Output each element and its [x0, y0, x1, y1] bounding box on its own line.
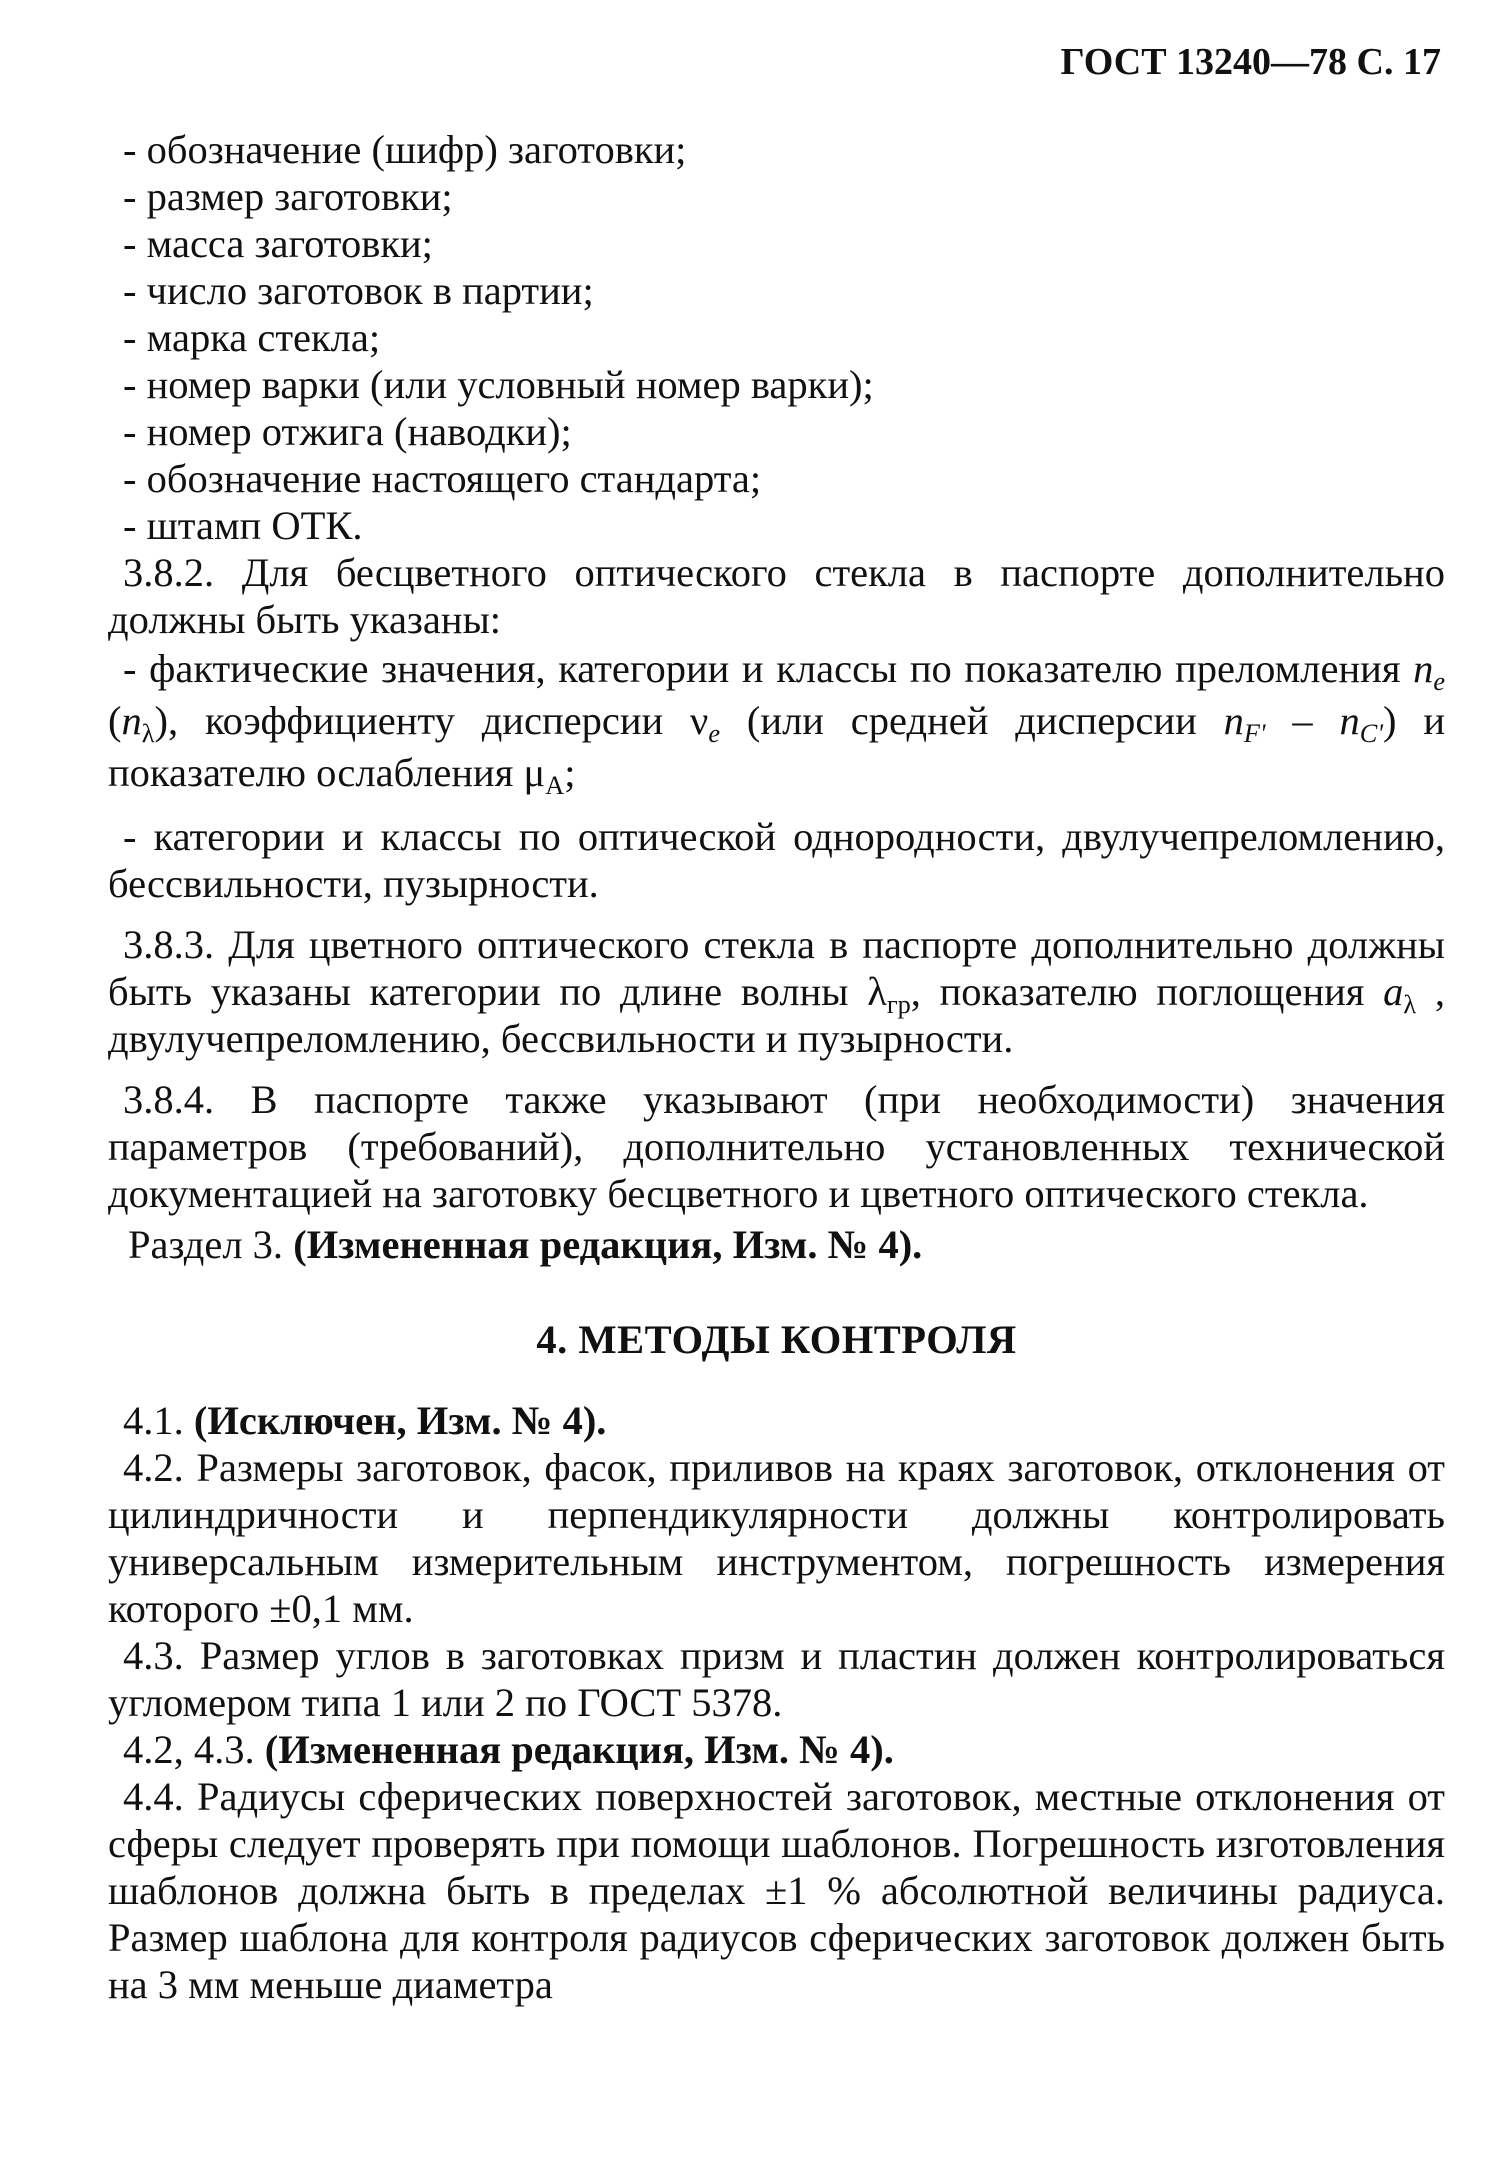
section-3-amendment-note: Раздел 3. (Измененная редакция, Изм. № 4).	[128, 1222, 923, 1267]
passport-list	[108, 126, 1445, 549]
paragraph-3-8-2-item-1: - фактические значения, категории и классы по показателю преломления $n_e$ $(n_\lambda)$, коэффициенту дисперсии $\nu_e$ (или средней дисперсии $n_{F'} - n_{C'}$) и показателю ослабления $\mu_A$;	[108, 646, 1445, 800]
list-item: - обозначение настоящего стандарта;	[123, 456, 762, 501]
list-item: - масса заготовки;	[123, 221, 433, 266]
list-item: - номер отжига (наводки);	[123, 409, 572, 454]
list-item: - марка стекла;	[123, 315, 381, 360]
list-item: - номер варки (или условный номер варки);	[123, 362, 874, 407]
paragraph-4-4: 4.4. Радиусы сферических поверхностей заготовок, местные отклонения от сферы следует проверять при помощи шаблонов. Погрешность изготовления шаблонов должна быть в пределах ±1 % абсолютной величины радиуса. Размер шаблона для контроля радиусов сферических заготовок должен быть на 3 мм меньше диаметра	[108, 1774, 1445, 2007]
paragraph-4-2-4-3-amendment: 4.2, 4.3. (Измененная редакция, Изм. № 4).	[123, 1727, 894, 1772]
page-header: ГОСТ 13240—78 С. 17	[1060, 41, 1441, 83]
paragraph-3-8-2-intro: 3.8.2. Для бесцветного оптического стекла в паспорте дополнительно должны быть указаны:	[108, 550, 1445, 642]
section-4-title: 4. МЕТОДЫ КОНТРОЛЯ	[536, 1317, 1017, 1362]
paragraph-4-2: 4.2. Размеры заготовок, фасок, приливов на краях заготовок, отклонения от цилиндричности и перпендикулярности должны контролировать универсальным измерительным инструментом, погрешность измерения которого ±0,1 мм.	[108, 1445, 1445, 1631]
list-item: - штамп ОТК.	[123, 503, 363, 548]
paragraph-4-1: 4.1. (Исключен, Изм. № 4).	[123, 1398, 607, 1443]
paragraph-3-8-4: 3.8.4. В паспорте также указывают (при необходимости) значения параметров (требований), дополнительно установленных технической документацией на заготовку бесцветного и цветного оптического стекла.	[108, 1077, 1445, 1216]
list-item: - размер заготовки;	[123, 174, 453, 219]
paragraph-3-8-3: 3.8.3. Для цветного оптического стекла в паспорте дополнительно должны быть указаны категории по длине волны $\lambda_{гр}$, показателю поглощения $a_\lambda$ , двулучепреломлению, бессвильности и пузырности.	[108, 922, 1446, 1061]
paragraph-3-8-2-item-2: - категории и классы по оптической однородности, двулучепреломлению, бессвильности, пузырности.	[108, 814, 1445, 906]
paragraph-4-3: 4.3. Размер углов в заготовках призм и пластин должен контролироваться угломером типа 1 или 2 по ГОСТ 5378.	[108, 1633, 1445, 1725]
list-item: - обозначение (шифр) заготовки;	[123, 127, 687, 172]
list-item: - число заготовок в партии;	[123, 268, 594, 313]
